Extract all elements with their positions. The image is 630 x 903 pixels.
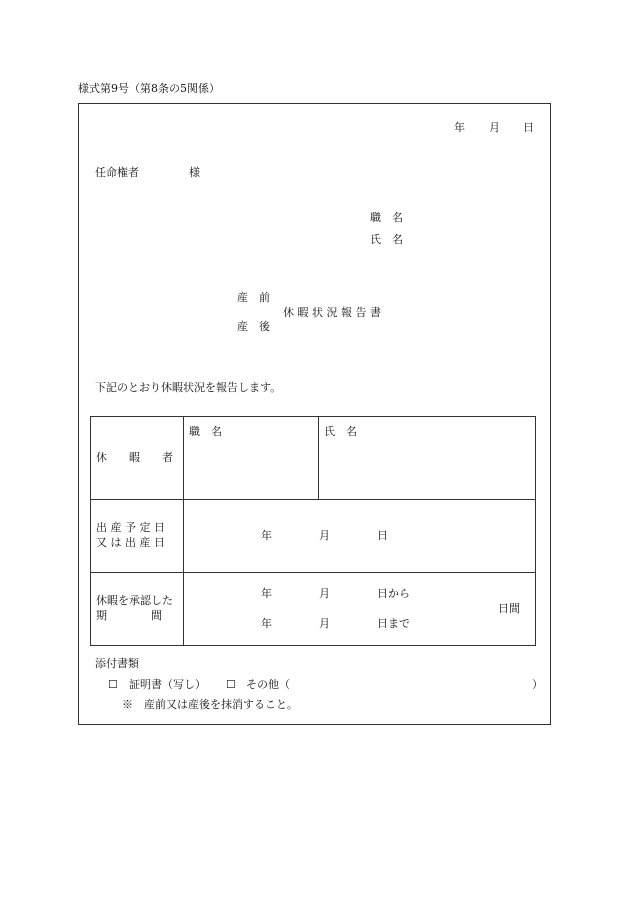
row3-to-year: 年 xyxy=(261,617,272,630)
row1-name: 氏 名 xyxy=(324,425,357,438)
row3-to-day: 日まで xyxy=(377,617,410,630)
title-postnatal: 産 後 xyxy=(237,320,270,333)
title-prenatal: 産 前 xyxy=(237,291,270,304)
other-close-paren: ） xyxy=(532,678,543,691)
statement: 下記のとおり休暇状況を報告します。 xyxy=(95,381,282,394)
row2-day: 日 xyxy=(377,529,388,542)
table-border-left xyxy=(90,416,91,646)
row3-from-month: 月 xyxy=(319,587,330,600)
date-year: 年 xyxy=(454,121,465,134)
table-border-top xyxy=(90,416,536,417)
row2-year: 年 xyxy=(261,529,272,542)
strike-note: ※ 産前又は産後を抹消すること。 xyxy=(122,698,298,711)
row2-label-line1: 出 産 予 定 日 xyxy=(96,521,165,534)
table-divider-1 xyxy=(90,499,536,500)
attachments-title: 添付書類 xyxy=(95,657,139,670)
certificate-label: 証明書（写し） xyxy=(129,678,206,691)
addressee-label: 任命権者 xyxy=(95,166,139,179)
form-frame xyxy=(78,103,551,725)
row3-days: 日間 xyxy=(498,602,520,615)
table-divider-2 xyxy=(90,572,536,573)
row1-label: 休 暇 者 xyxy=(96,451,173,464)
page-title: 休 暇 状 況 報 告 書 xyxy=(283,306,381,319)
row3-to-month: 月 xyxy=(319,617,330,630)
applicant-job-title: 職 名 xyxy=(370,211,403,224)
row1-job-title: 職 名 xyxy=(189,425,222,438)
table-border-bottom xyxy=(90,645,536,646)
row3-label-line1: 休暇を承認した xyxy=(96,594,173,607)
row3-from-day: 日から xyxy=(377,587,410,600)
addressee-honorific: 様 xyxy=(189,166,200,179)
row3-from-year: 年 xyxy=(261,587,272,600)
other-label: その他（ xyxy=(246,678,290,691)
row3-label-line2: 期 間 xyxy=(96,609,162,622)
form-id: 様式第9号（第8条の5関係） xyxy=(78,82,220,95)
row2-month: 月 xyxy=(319,529,330,542)
date-day: 日 xyxy=(523,121,534,134)
table-border-right xyxy=(535,416,536,646)
table-name-divider xyxy=(318,416,319,500)
applicant-name: 氏 名 xyxy=(370,233,403,246)
row2-label-line2: 又 は 出 産 日 xyxy=(96,536,165,549)
certificate-checkbox[interactable]: ☐ xyxy=(108,678,118,691)
date-month: 月 xyxy=(489,121,500,134)
other-checkbox[interactable]: ☐ xyxy=(226,678,236,691)
table-label-divider xyxy=(183,416,184,646)
